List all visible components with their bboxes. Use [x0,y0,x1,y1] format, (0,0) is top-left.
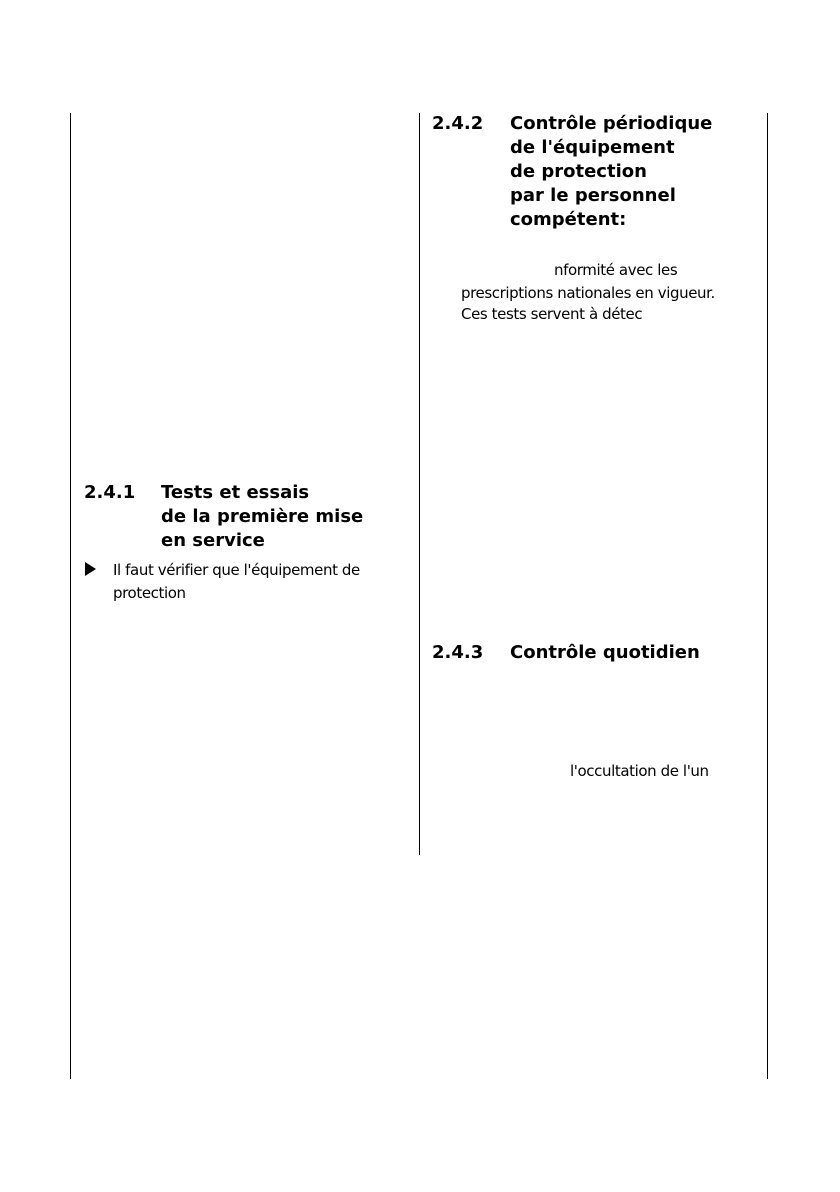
title-line: Tests et essais [161,482,310,503]
title-line: de l'équipement [510,137,675,158]
section-title-2-4-3: Contrôle quotidien [510,642,700,663]
section-number-2-4-1: 2.4.1 [84,482,136,503]
column-rule-left [70,113,71,1079]
paragraph-line: l'occultation de l'un [570,762,709,780]
section-title-2-4-1 [161,481,363,553]
section-number-2-4-3: 2.4.3 [432,642,484,663]
title-line: de protection [510,161,647,182]
bullet-text-line: protection [113,584,186,602]
column-rule-middle [419,113,420,855]
paragraph-line: nformité avec les [554,261,678,279]
title-line: de la première mise [161,506,364,527]
column-rule-right [767,113,768,1079]
section-title-2-4-2 [510,112,712,232]
bullet-arrow-icon [85,562,96,576]
title-line: Contrôle périodique [510,113,713,134]
section-number-2-4-2: 2.4.2 [432,113,484,134]
paragraph-line: prescriptions nationales en vigueur. [461,284,715,302]
paragraph-line: Ces tests servent à détec [461,305,643,323]
title-line: en service [161,530,265,551]
bullet-text-line: Il faut vérifier que l'équipement de [113,561,360,579]
title-line: compétent: [510,209,627,230]
title-line: par le personnel [510,185,676,206]
